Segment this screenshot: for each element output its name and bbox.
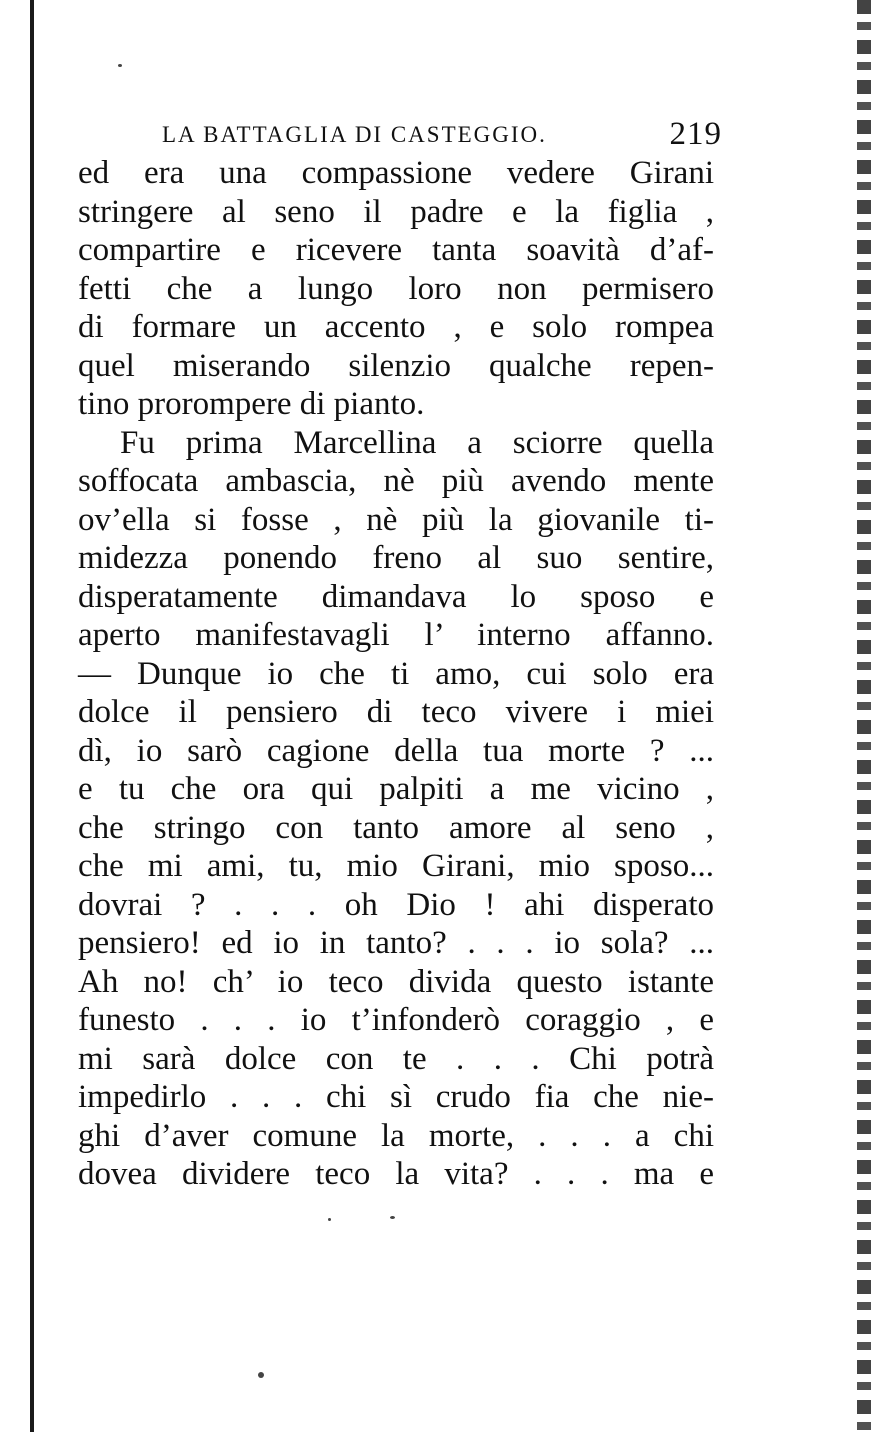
text-line: ghi d’aver comune la morte, . . . a chi — [78, 1117, 714, 1154]
text-line: che mi ami, tu, mio Girani, mio sposo... — [78, 848, 714, 884]
text-line: Ah no! ch’ io teco divida questo istante — [78, 963, 714, 1000]
page-right-edge-scan-artifact — [857, 0, 871, 1432]
text-line: aperto manifestavagli l’ interno affanno. — [78, 617, 714, 653]
text-line: di formare un accento , e solo rompea — [78, 309, 714, 345]
text-line: dovrai ? . . . oh Dio ! ahi disperato — [78, 886, 714, 923]
text-line: compartire e ricevere tanta soavità d’af- — [78, 232, 714, 268]
text-line: funesto . . . io t’infonderò coraggio , e — [78, 1002, 714, 1038]
text-line-paragraph-start: Fu prima Marcellina a sciorre quella — [120, 424, 714, 461]
text-line: stringere al seno il padre e la figlia , — [78, 193, 714, 230]
page-left-edge-shadow — [30, 0, 34, 1432]
scan-speck — [328, 1218, 331, 1221]
text-line: che stringo con tanto amore al seno , — [78, 809, 714, 846]
text-line: fetti che a lungo loro non permisero — [78, 270, 714, 307]
text-line: — Dunque io che ti amo, cui solo era — [78, 655, 714, 692]
text-line: pensiero! ed io in tanto? . . . io sola? ... — [78, 925, 714, 961]
text-line: ov’ella si fosse , nè più la giovanile ti- — [78, 501, 714, 538]
scan-speck — [390, 1216, 395, 1219]
running-head: LA BATTAGLIA DI CASTEGGIO. — [162, 122, 547, 147]
text-line: quel miserando silenzio qualche repen- — [78, 347, 714, 384]
scan-speck — [118, 64, 122, 67]
scan-speck — [258, 1372, 264, 1378]
text-line: tino prorompere di pianto. — [78, 386, 425, 422]
text-line: dolce il pensiero di teco vivere i miei — [78, 694, 714, 730]
text-line: e tu che ora qui palpiti a me vicino , — [78, 771, 714, 807]
body-text — [78, 154, 714, 1194]
text-line: dovea dividere teco la vita? . . . ma e — [78, 1156, 714, 1192]
text-line: ed era una compassione vedere Girani — [78, 155, 714, 191]
text-line: mi sarà dolce con te . . . Chi potrà — [78, 1040, 714, 1077]
page-header — [162, 116, 722, 158]
text-line: midezza ponendo freno al suo sentire, — [78, 540, 714, 576]
text-line: disperatamente dimandava lo sposo e — [78, 578, 714, 615]
text-line: dì, io sarò cagione della tua morte ? ... — [78, 732, 714, 769]
text-line: soffocata ambascia, nè più avendo mente — [78, 463, 714, 499]
text-line: impedirlo . . . chi sì crudo fia che nie- — [78, 1079, 714, 1115]
page-number: 219 — [669, 116, 722, 152]
